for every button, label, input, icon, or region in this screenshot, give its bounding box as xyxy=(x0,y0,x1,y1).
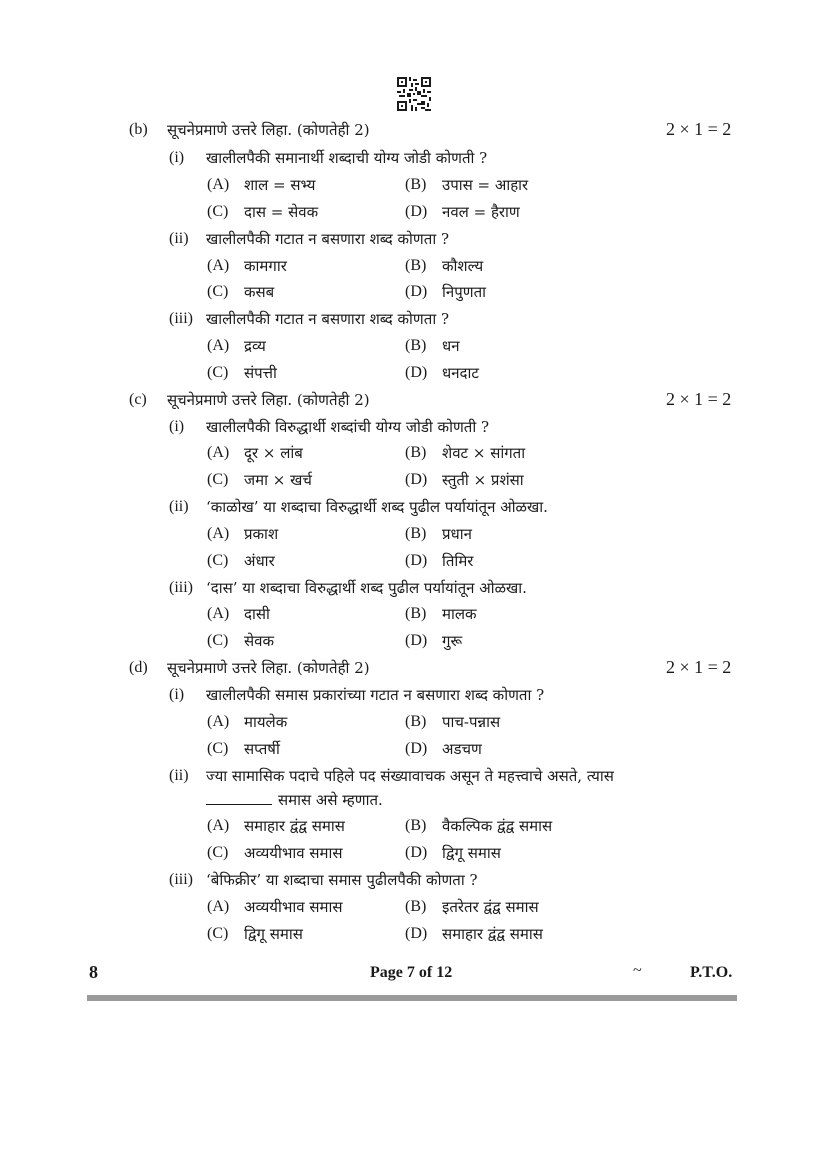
option-text: वैकल्पिक द्वंद्व समास xyxy=(442,817,553,835)
option-text: अव्ययीभाव समास xyxy=(244,898,343,916)
option-text: स्तुती × प्रशंसा xyxy=(442,471,524,489)
option-key: (D) xyxy=(405,364,428,381)
option-key: (D) xyxy=(405,471,428,488)
question-number: (iii) xyxy=(169,310,193,327)
page-number: Page 7 of 12 xyxy=(370,964,453,981)
section-label: (c) xyxy=(129,391,147,408)
option-text: तिमिर xyxy=(442,552,474,570)
qr-code-icon xyxy=(397,77,431,111)
option-key: (B) xyxy=(405,444,427,461)
option-key: (A) xyxy=(207,525,230,542)
option-key: (C) xyxy=(207,632,229,649)
section-instruction: सूचनेप्रमाणे उत्तरे लिहा. (कोणतेही 2) xyxy=(167,659,370,677)
question-number: (ii) xyxy=(169,767,189,784)
option-key: (D) xyxy=(405,925,428,942)
option-key: (D) xyxy=(405,283,428,300)
option-text: द्विगू समास xyxy=(244,925,303,943)
option-key: (C) xyxy=(207,203,229,220)
option-text: प्रधान xyxy=(442,525,472,543)
tilde-mark: ~ xyxy=(633,962,642,979)
option-text: जमा × खर्च xyxy=(244,471,312,489)
option-key: (A) xyxy=(207,817,230,834)
option-text: दासी xyxy=(244,605,270,623)
option-key: (A) xyxy=(207,176,230,193)
fill-blank xyxy=(206,790,272,805)
question-number: (ii) xyxy=(169,230,189,247)
section-label: (b) xyxy=(129,121,148,138)
option-text: प्रकाश xyxy=(244,525,279,543)
section-marks: 2 × 1 = 2 xyxy=(666,657,732,677)
option-key: (B) xyxy=(405,713,427,730)
option-key: (B) xyxy=(405,817,427,834)
option-key: (C) xyxy=(207,740,229,757)
option-key: (A) xyxy=(207,713,230,730)
option-text: कामगार xyxy=(244,257,287,275)
option-key: (A) xyxy=(207,898,230,915)
section-marks: 2 × 1 = 2 xyxy=(666,389,732,409)
option-text: निपुणता xyxy=(442,283,487,301)
option-text: अव्ययीभाव समास xyxy=(244,844,343,862)
question-text-continuation xyxy=(206,790,383,810)
question-paper-code: 8 xyxy=(89,962,98,982)
question-number: (iii) xyxy=(169,579,193,596)
section-instruction: सूचनेप्रमाणे उत्तरे लिहा. (कोणतेही 2) xyxy=(167,121,370,139)
question-text: खालीलपैकी समास प्रकारांच्या गटात न बसणारा शब्द कोणता ? xyxy=(206,686,545,704)
option-text: धन xyxy=(442,337,460,355)
option-key: (A) xyxy=(207,605,230,622)
option-key: (C) xyxy=(207,283,229,300)
option-key: (B) xyxy=(405,525,427,542)
option-key: (B) xyxy=(405,337,427,354)
option-text: दास = सेवक xyxy=(244,203,319,221)
option-text: सप्तर्षी xyxy=(244,740,280,758)
option-text: समाहार द्वंद्व समास xyxy=(244,817,345,835)
question-number: (ii) xyxy=(169,498,189,515)
option-text: इतरेतर द्वंद्व समास xyxy=(442,898,539,916)
section-label: (d) xyxy=(129,659,148,676)
question-number: (iii) xyxy=(169,871,193,888)
option-text: पाच-पन्नास xyxy=(442,713,501,731)
option-text: नवल = हैराण xyxy=(442,203,520,221)
question-text: ‘बेफिक्रीर’ या शब्दाचा समास पुढीलपैकी कोणता ? xyxy=(206,871,478,889)
option-key: (C) xyxy=(207,925,229,942)
question-text-end: समास असे म्हणात. xyxy=(278,791,383,809)
option-text: अडचण xyxy=(442,740,482,758)
option-key: (B) xyxy=(405,605,427,622)
section-marks: 2 × 1 = 2 xyxy=(666,119,732,139)
option-key: (B) xyxy=(405,898,427,915)
option-text: गुरू xyxy=(442,632,463,650)
option-key: (D) xyxy=(405,632,428,649)
question-text: ज्या सामासिक पदाचे पहिले पद संख्यावाचक असून ते महत्त्वाचे असते, त्यास xyxy=(206,767,614,785)
option-text: सेवक xyxy=(244,632,275,650)
option-key: (A) xyxy=(207,444,230,461)
option-text: समाहार द्वंद्व समास xyxy=(442,925,543,943)
pto-label: P.T.O. xyxy=(690,964,733,981)
option-text: शाल = सभ्य xyxy=(244,176,316,194)
question-text: खालीलपैकी समानार्थी शब्दाची योग्य जोडी कोणती ? xyxy=(206,149,488,167)
option-text: मायलेक xyxy=(244,713,288,731)
option-key: (A) xyxy=(207,257,230,274)
option-text: शेवट × सांगता xyxy=(442,444,526,462)
option-key: (C) xyxy=(207,552,229,569)
option-key: (C) xyxy=(207,364,229,381)
question-number: (i) xyxy=(169,686,185,703)
option-key: (A) xyxy=(207,337,230,354)
option-key: (C) xyxy=(207,471,229,488)
question-number: (i) xyxy=(169,149,185,166)
option-text: संपत्ती xyxy=(244,364,277,382)
option-key: (D) xyxy=(405,740,428,757)
option-key: (B) xyxy=(405,176,427,193)
question-text: खालीलपैकी गटात न बसणारा शब्द कोणता ? xyxy=(206,230,450,248)
option-text: मालक xyxy=(442,605,477,623)
question-text: ‘काळोख’ या शब्दाचा विरुद्धार्थी शब्द पुढील पर्यायांतून ओळखा. xyxy=(206,498,548,516)
option-key: (B) xyxy=(405,257,427,274)
footer-rule xyxy=(87,995,737,1001)
question-number: (i) xyxy=(169,418,185,435)
option-text: उपास = आहार xyxy=(442,176,529,194)
option-key: (D) xyxy=(405,203,428,220)
option-text: धनदाट xyxy=(442,364,479,382)
option-text: दूर × लांब xyxy=(244,444,303,462)
question-text: खालीलपैकी विरुद्धार्थी शब्दांची योग्य जोडी कोणती ? xyxy=(206,418,490,436)
option-text: द्रव्य xyxy=(244,337,266,355)
question-text: खालीलपैकी गटात न बसणारा शब्द कोणता ? xyxy=(206,310,450,328)
option-text: द्विगू समास xyxy=(442,844,501,862)
option-key: (D) xyxy=(405,844,428,861)
section-instruction: सूचनेप्रमाणे उत्तरे लिहा. (कोणतेही 2) xyxy=(167,391,370,409)
option-text: अंधार xyxy=(244,552,275,570)
question-text: ‘दास’ या शब्दाचा विरुद्धार्थी शब्द पुढील पर्यायांतून ओळखा. xyxy=(206,579,527,597)
option-text: कसब xyxy=(244,283,275,301)
option-key: (C) xyxy=(207,844,229,861)
option-text: कौशल्य xyxy=(442,257,484,275)
option-key: (D) xyxy=(405,552,428,569)
